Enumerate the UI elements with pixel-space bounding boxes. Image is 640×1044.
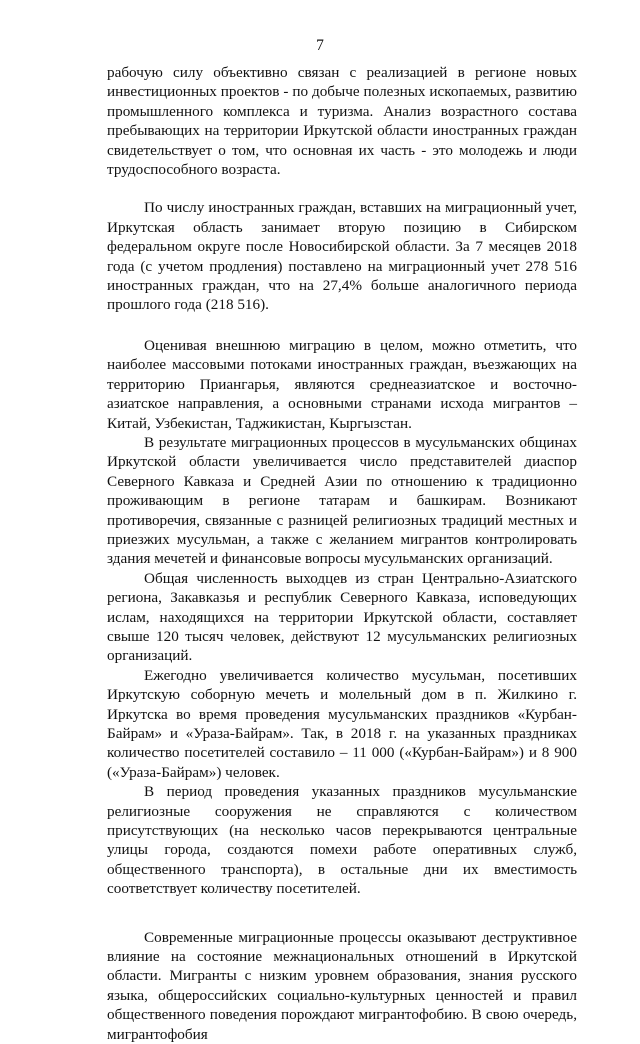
paragraph-muslim-communities: В результате миграционных процессов в мусульманских общинах Иркутской области увеличивается число представителей диаспор Северного Кавказа и Средней Азии по отношению к традиционно проживающим в регионе татарам и башкирам. Возникают противоречия, связанные с разницей религиозных традиций местных и приезжих мусульман, а также с желанием мигрантов контролировать здания мечетей и финансовые вопросы мусульманских организаций. [107,433,577,568]
paragraph-holidays: Ежегодно увеличивается количество мусульман, посетивших Иркутскую соборную мечеть и молельный дом в п. Жилкино г. Иркутска во время проведения мусульманских праздников «Курбан-Байрам» и «Ураза-Байрам». Так, в 2018 г. на указанных праздниках количество посетителей составило – 11 000 («Курбан-Байрам») и 8 900 («Ураза-Байрам») человек. [107,666,577,781]
paragraph-external-migration: Оценивая внешнюю миграцию в целом, можно отметить, что наиболее массовыми потоками иностранных граждан, въезжающих на территорию Приангарья, являются среднеазиатское и восточно-азиатское направления, а основными странами исхода мигрантов – Китай, Узбекистан, Таджикистан, Кыргызстан. [107,336,577,432]
document-body [107,63,577,1044]
paragraph-continuation: рабочую силу объективно связан с реализацией в регионе новых инвестиционных проектов - по добыче полезных ископаемых, развитию промышленного комплекса и туризма. Анализ возрастного состава пребывающих на территории Иркутской области иностранных граждан свидетельствует о том, что основная их часть - это молодежь и люди трудоспособного возраста. [107,64,577,179]
paragraph-total-numbers: Общая численность выходцев из стран Центрально-Азиатского региона, Закавказья и республик Северного Кавказа, исповедующих ислам, находящихся на территории Иркутской области, составляет свыше 120 тысяч человек, действуют 12 мусульманских религиозных организаций. [107,569,577,665]
paragraph-religious-buildings: В период проведения указанных праздников мусульманские религиозные сооружения не справляются с количеством присутствующих (на несколько часов перекрываются центральные улицы города, создаются помехи работе оперативных служб, общественного транспорта), в остальные дни их вместимость соответствует количеству посетителей. [107,783,577,898]
page-number: 7 [316,37,324,54]
paragraph-migrantophobia: Современные миграционные процессы оказывают деструктивное влияние на состояние межнациональных отношений в Иркутской области. Мигранты с низким уровнем образования, знания русского языка, общероссийских социально-культурных ценностей и правил общественного поведения порождают мигрантофобию. В свою очередь, мигрантофобия [107,928,577,1043]
paragraph-migration-registration: По числу иностранных граждан, вставших на миграционный учет, Иркутская область занимает вторую позицию в Сибирском федеральном округе после Новосибирской области. За 7 месяцев 2018 года (с учетом продления) поставлено на миграционный учет 278 516 иностранных граждан, что на 27,4% больше аналогичного периода прошлого года (218 516). [107,199,577,314]
